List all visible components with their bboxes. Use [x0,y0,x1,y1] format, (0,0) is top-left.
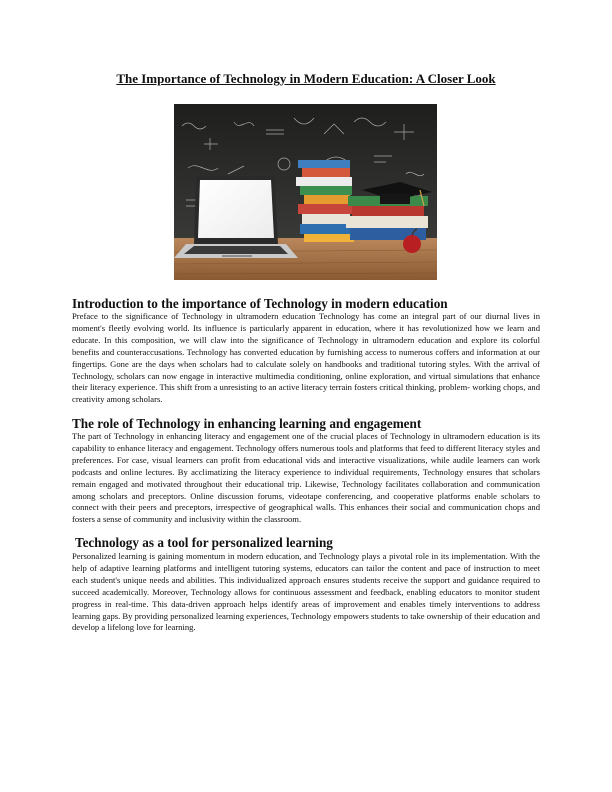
section-body-role-of-technology: The part of Technology in enhancing literacy and engagement one of the crucial places of Technology in ultramodern education is its capability to enhance literacy and engagement. Technology offers numerous tools and platforms that feed to different literacy styles and preferences. For case, visual learners can profit from educational vids and interactive visualizations, while audile learners can work podcasts and online lectures. By acclimatizing the literacy experience to individual requirements, Technology ensures that scholars remain engaged and motivated throughout their educational trip. Likewise, Technology facilitates collaboration and communication among scholars and preceptors. Online discussion forums, videotape conferencing, and cooperative platforms enable scholars to connect with their peers and preceptors, irrespective of geographical walls. This enhances their social and communication chops and fosters a sense of community and inclusivity within the classroom. [72,431,540,525]
section-heading-personalized-learning: Technology as a tool for personalized learning [75,535,333,550]
section-heading-role-of-technology: The role of Technology in enhancing learning and engagement [72,416,422,431]
document-title: The Importance of Technology in Modern Education: A Closer Look [116,71,496,86]
laptop-books-chalkboard-image [174,104,437,280]
section-body-personalized-learning: Personalized learning is gaining momentum in modern education, and Technology plays a pivotal role in its implementation. With the help of adaptive learning platforms and intelligent tutoring systems, educators can tailor the content and pace of instruction to meet each student's unique needs and abilities. This individualized approach ensures students receive the support and guidance required to succeed academically. Moreover, Technology allows for continuous assessment and feedback, enabling educators to monitor student progress in real-time. This data-driven approach helps identify areas of improvement and enables timely interventions to address learning gaps. By providing personalized learning experiences, Technology empowers students to take ownership of their education and develop a lifelong love for learning. [72,551,540,633]
section-heading-introduction: Introduction to the importance of Technology in modern education [72,296,448,311]
section-body-introduction: Preface to the significance of Technology in ultramodern education Technology has come an integral part of our diurnal lives in moment's fleetly evolving world. Its influence is particularly apparent in education, where it has revolutionized how we learn and educate. In this composition, we will claw into the significance of Technology in ultramodern education and explore its colorful benefits and counteraccusations. Technology has converted education by furnishing access to numerous coffers and information at our fingertips. Gone are the days when scholars had to calculate solely on handbooks and traditional tutoring styles. With the arrival of Technology, scholars can now engage in interactive multimedia conditioning, online exploration, and virtual simulations that enhance their literacy experience. This shift from a unresisting to an active literacy terrain fosters critical thinking, problem- working chops, and creativity among scholars. [72,311,540,405]
